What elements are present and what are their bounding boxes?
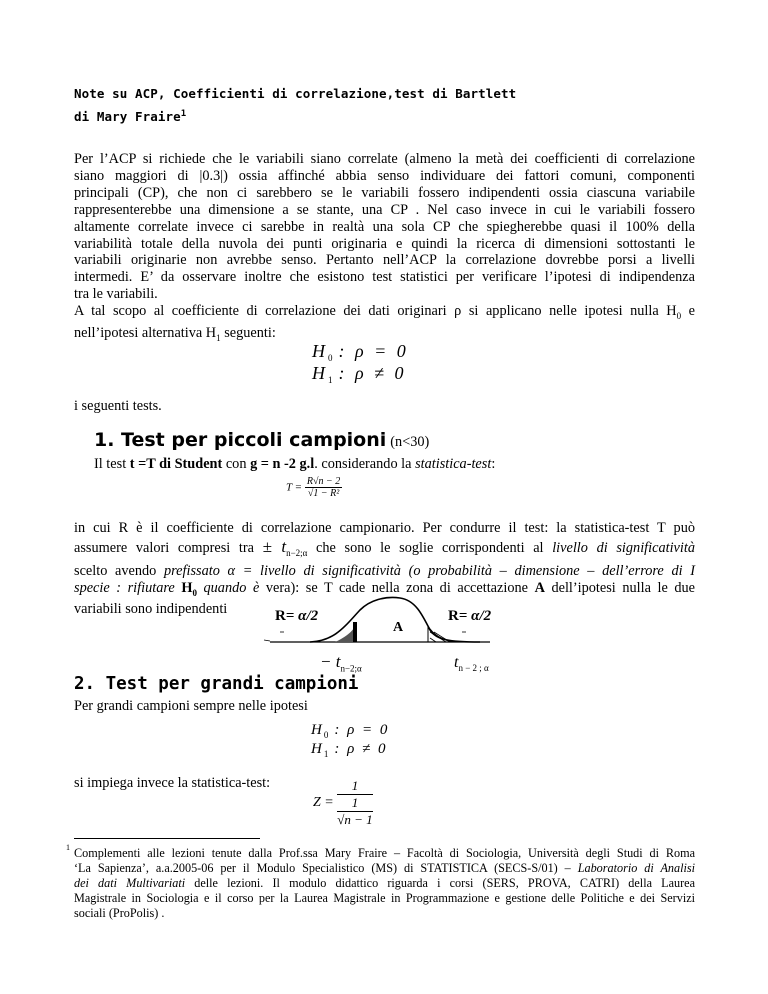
title-line-1: Note su ACP, Coefficienti di correlazione,test di Bartlett: [74, 86, 517, 101]
right-critical-value: $t_{n - 2 ; \alpha}$: [454, 654, 489, 674]
section-1-heading: 1. Test per piccoli campioni (n<30): [94, 429, 430, 451]
intro-line: tra le variabili.: [74, 286, 158, 303]
t-formula-numerator: R√n − 2: [306, 476, 341, 487]
z-denominator: $\frac{1}{√n - 1}$: [337, 795, 373, 827]
intro-paragraph: [74, 151, 695, 347]
left-region-label: R= α/2: [275, 608, 319, 624]
intro-line: intermedi. E’ da osservare inoltre che esistono test statistici per verificare l’ipotesi di indipendenza: [74, 269, 695, 286]
author-name: di Mary Fraire: [74, 109, 181, 125]
hypothesis-null: $H_0$ : ρ = 0: [312, 341, 409, 364]
intro-line: siano maggiori di |0.3|) ossia affinché abbia senso individuare dei fattori comuni, componenti: [74, 167, 695, 184]
z-formula: Z = $\frac{1}{\frac{1}{√n - 1}}$: [313, 778, 373, 827]
document-title: [74, 84, 516, 127]
paragraph-2: in cui R è il coefficiente di correlazione campionario. Per condurre il test: la statistica-test T può assumere valori compresi tra ± $t_{n-2;\alpha}$ che sono le soglie corrispondenti al livello di significatività scelto avendo prefissato α = livello di significatività (o probabilità – dimensione – dell’errore di I specie : rifiutare $H_0$ quando è vera): se T cade nella zona di accettazione A dell’ipotesi nulla le due variabili sono indipendenti: [74, 520, 696, 618]
right-region-label: R= α/2: [448, 608, 492, 624]
section-1-intro: Il test t =T di Student con g = n -2 g.l. considerando la statistica-test:: [94, 456, 496, 472]
statistic-intro: si impiega invece la statistica-test:: [74, 775, 271, 791]
left-rejection-region: [335, 628, 354, 642]
intro-line: variabilità totale della nuvola dei punti originaria e quindi la ricerca di dimensioni sottostanti le: [74, 235, 695, 252]
footnote-mark: 1: [66, 843, 70, 852]
intro-line-10: A tal scopo al coefficiente di correlazione dei dati originari ρ si applicano nelle ipotesi nulla $H_0$ e: [74, 303, 695, 322]
footnote: Complementi alle lezioni tenute dalla Prof.ssa Mary Fraire – Facoltà di Sociologia, Università degli Studi di Roma ‘La Sapienza’, a.a.2005-06 per il Modulo Specialistico (MS) di STATISTICA (SECS-S/01) – Laboratorio di Analisi dei dati Multivariati delle lezioni. Il modulo didattico riguarda i corsi (SERS, PROVA, CATRI) della Laurea Magistrale in Sociologia e il corso per la Laurea Magistrale in Programmazione e gestione delle Politiche e dei Servizi sociali (ProPolis) .: [74, 846, 695, 921]
intro-line: Per l’ACP si richiede che le variabili siano correlate (almeno la metà dei coefficienti di correlazione: [74, 151, 695, 167]
footnote-reference: 1: [180, 109, 187, 119]
t-formula-denominator: √1 − R²: [307, 488, 340, 499]
hypothesis-alternative: $H_1$ : ρ ≠ 0: [312, 363, 407, 386]
footnote-divider: [74, 838, 260, 839]
intro-line-11: nell’ipotesi alternativa $H_1$ seguenti:: [74, 324, 276, 343]
left-critical-value: − $t_{n-2;\alpha}$: [320, 652, 362, 674]
section-2-intro: Per grandi campioni sempre nelle ipotesi: [74, 698, 308, 714]
z-numerator: 1: [337, 778, 372, 795]
acceptance-region-label: A: [393, 620, 404, 635]
intro-line: principali (CP), che non ci sarebbero se le variabili fossero indipendenti ossia ciascuna variabile: [74, 184, 695, 201]
hypothesis-alternative-2: $H_1$ : ρ ≠ 0: [311, 741, 388, 760]
hypothesis-null-2: $H_0$ : ρ = 0: [311, 722, 390, 741]
t-formula: T = $\frac{R√n - 2}{\text{√1 − R²}}$: [286, 476, 341, 499]
intro-line: altamente correlate invece ci sarebbe in realtà una sola CP che spiegherebbe quasi il 100% della: [74, 218, 695, 235]
section-2-heading: 2. Test per grandi campioni: [74, 674, 359, 694]
intro-line: rappresenterebbe una dimensione a se stante, una CP . Nel caso invece in cui le variabili fossero: [74, 201, 695, 218]
left-critical-bar: [353, 622, 357, 642]
following-tests-text: i seguenti tests.: [74, 398, 162, 414]
title-line-2: [74, 104, 516, 127]
intro-line: variabili originarie non avrebbe senso. Pertanto nell’ACP la correlazione dovrebbe porsi a livelli: [74, 252, 695, 269]
